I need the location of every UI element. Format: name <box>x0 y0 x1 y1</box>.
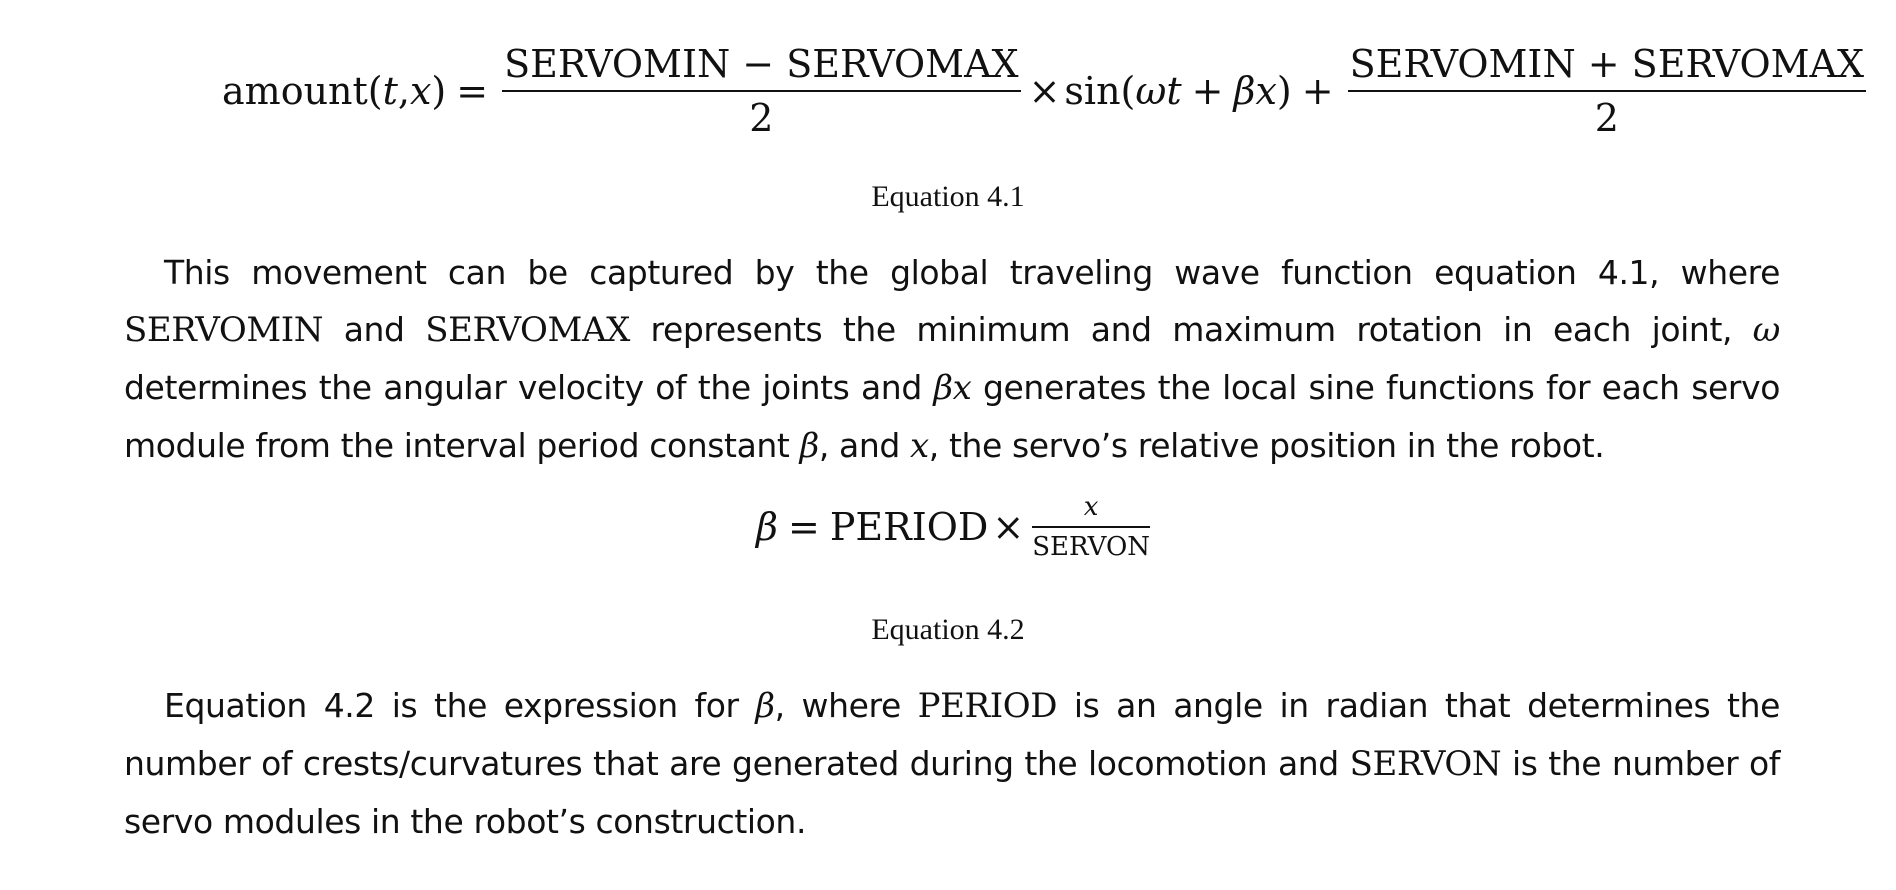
eq1-lhs-close: ) <box>431 69 447 113</box>
eq1-frac2-denominator: 2 <box>1594 96 1619 140</box>
equation-4-2 <box>756 492 1154 562</box>
para2-beta: β <box>755 686 775 726</box>
para1-text-a: This movement can be captured by the global traveling wave function equation 4.1, where <box>164 253 1780 292</box>
para1-text-d: determines the angular velocity of the joints and <box>124 368 934 407</box>
para2-servon: SERVON <box>1349 744 1502 784</box>
equation-4-1-caption: Equation 4.1 <box>871 180 1025 213</box>
eq2-frac-numerator: x <box>1032 492 1150 528</box>
eq1-plus-2: + <box>1301 69 1334 113</box>
eq2-beta: β <box>756 505 778 549</box>
eq2-fraction <box>1032 492 1150 562</box>
eq2-frac-denominator: SERVON <box>1032 532 1151 562</box>
eq2-times: × <box>992 505 1025 549</box>
eq1-fraction-1 <box>502 42 1020 140</box>
eq1-fraction-2 <box>1348 42 1866 140</box>
eq1-plus: + <box>1191 69 1224 113</box>
para1-beta-x: βx <box>933 368 972 408</box>
para1-omega: ω <box>1752 310 1780 350</box>
para1-x: x <box>909 426 929 466</box>
para1-text-g: , the servo’s relative position in the robot. <box>928 426 1605 465</box>
eq1-lhs-func: amount( <box>222 69 383 113</box>
eq1-var-t: t <box>382 69 398 113</box>
eq1-frac1-denominator: 2 <box>749 96 774 140</box>
eq1-equals: = <box>456 69 489 113</box>
para2-text-d: is the number of servo modules in the robot’s construction. <box>124 744 1781 841</box>
para2-text-a: Equation 4.2 is the expression for <box>164 686 756 725</box>
eq1-sin-close: ) <box>1276 69 1292 113</box>
para1-beta: β <box>799 426 819 466</box>
eq1-beta-x: βx <box>1233 69 1277 113</box>
para1-servomin: SERVOMIN <box>124 310 324 350</box>
eq2-equals: = <box>787 505 820 549</box>
eq1-frac2-numerator: SERVOMIN + SERVOMAX <box>1348 42 1866 92</box>
paragraph-2 <box>124 677 1780 850</box>
para2-text-b: , where <box>774 686 918 725</box>
equation-4-1 <box>222 42 1870 140</box>
para1-text-c: represents the minimum and maximum rotation in each joint, <box>629 310 1753 349</box>
paragraph-1 <box>124 244 1780 475</box>
para1-text-b: and <box>323 310 426 349</box>
eq1-times: × <box>1028 69 1061 113</box>
para1-servomax: SERVOMAX <box>425 310 630 350</box>
eq1-comma: , <box>397 69 410 113</box>
eq1-frac1-numerator: SERVOMIN − SERVOMAX <box>502 42 1020 92</box>
para1-text-f: , and <box>818 426 910 465</box>
eq2-period: PERIOD <box>829 505 989 549</box>
para2-period: PERIOD <box>917 686 1058 726</box>
eq1-omega-t: ωt <box>1135 69 1182 113</box>
para2-text-c: is an angle in radian that determines the number of crests/curvatures that are generated during the locomotion and <box>124 686 1780 783</box>
eq1-var-x: x <box>409 69 432 113</box>
eq1-sin: sin( <box>1064 69 1136 113</box>
equation-4-2-caption: Equation 4.2 <box>871 613 1025 646</box>
para1-text-e: generates the local sine functions for each servo module from the interval period constant <box>124 368 1780 465</box>
